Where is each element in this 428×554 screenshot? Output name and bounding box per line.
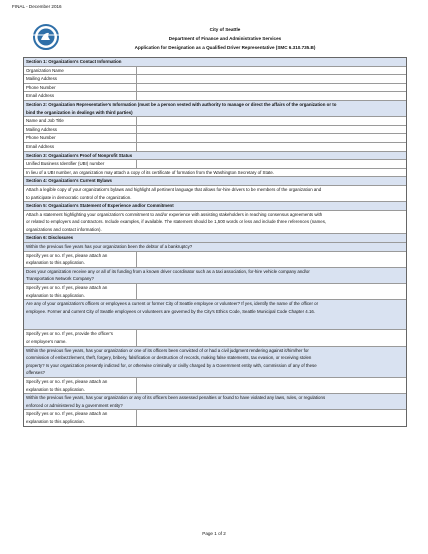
section5-title: Section 5: Organization's Statement of Experience and/or Commitment	[24, 201, 406, 210]
disclosure-answer-3	[24, 329, 406, 345]
section1-title: Section 1: Organization's Contact Information	[24, 58, 406, 66]
seattle-logo-icon	[32, 24, 60, 50]
field-phone-number	[24, 83, 406, 92]
answer-instructions	[24, 252, 137, 267]
answer-instruction-line1: Specify yes or no. If yes, provide the officer's	[26, 331, 113, 337]
disclosure-question-2	[24, 267, 406, 283]
question-4-line3: property? Is your organization presently indicted for, or otherwise criminally or civilly charged by a Government entity with, commission of any of these	[26, 362, 317, 368]
field-organization-name	[24, 66, 406, 75]
answer-instructions	[24, 330, 137, 345]
disclosure-answer-1	[24, 251, 406, 267]
answer-instruction-line2: explanation to this application.	[26, 386, 85, 392]
header-form-title: Application for Designation as a Qualified Driver Representative (SMC 6.310.735.B)	[134, 45, 316, 50]
disclosure-answer-5	[24, 409, 406, 425]
question-5-line2: enforced or administered by a government entity?	[26, 402, 123, 408]
field-name-job-title	[24, 116, 406, 125]
disclosure-question-5	[24, 393, 406, 409]
section5-line2: or related to employers and contractors. Include examples, if available. The statement should be 1,500 words or less and include three references (names,	[26, 219, 327, 225]
section4-text	[24, 185, 406, 201]
field-rep-email-address	[24, 142, 406, 151]
name-job-title-input[interactable]	[137, 117, 406, 125]
section4-title: Section 4: Organization's Current Bylaws	[24, 176, 406, 185]
answer-instruction-line1: Specify yes or no. If yes, please attach an	[26, 411, 108, 417]
disclosure-question-4	[24, 346, 406, 377]
question-4-line4: offenses?	[26, 370, 45, 376]
section5-text	[24, 210, 406, 234]
disclosure-answer-5-input[interactable]	[137, 410, 406, 425]
section2-title	[24, 100, 406, 116]
question-3-line2: employee. Former and current City of Seattle employees or volunteers are governed by the City's Ethics Code, Seattle Municipal Code Chapter 4.16.	[26, 308, 316, 314]
field-label: Name and Job Title	[24, 117, 137, 125]
field-label: Phone Number	[24, 134, 137, 142]
section4-line1: Attach a legible copy of your organization's bylaws and highlight all pertinent language that allows for-hire drivers to be members of the organization and	[26, 186, 322, 192]
rep-email-address-input[interactable]	[137, 143, 406, 151]
field-ubi-number	[24, 159, 406, 168]
section5-line3: organizations and contact information).	[26, 226, 102, 232]
question-4-line2: commission of embezzlement, theft, forgery, bribery, falsification or destruction of records, making false statements, tax evasion, or receiving stolen	[26, 355, 312, 361]
question-3-line1: Are any of your organization's officers or employees a current or former City of Seattle employee or volunteer? If yes, identify the name of the officer or	[26, 301, 319, 307]
rep-mailing-address-input[interactable]	[137, 126, 406, 134]
rep-phone-number-input[interactable]	[137, 134, 406, 142]
disclosure-answer-4	[24, 377, 406, 393]
question-4-line1: Within the previous five years, has your organization or one of its officers been convicted of or had a civil judgment rendering against it/him/her for	[26, 347, 309, 353]
section6-title: Section 6: Disclosures	[24, 233, 406, 242]
section2-title-line1: Section 2: Organization Representative's Information (must be a person vested with authority to manage or direct the affairs of the organization or to	[26, 101, 337, 107]
header-city: City of Seattle	[209, 27, 241, 32]
question-2-line2: Transportation Network Company?	[26, 276, 94, 282]
answer-instruction-line1: Specify yes or no. If yes, please attach an	[26, 378, 108, 384]
disclosure-answer-4-input[interactable]	[137, 378, 406, 393]
disclosure-answer-2	[24, 283, 406, 299]
field-rep-phone-number	[24, 133, 406, 142]
answer-instruction-line2: or employee's name.	[26, 339, 67, 344]
phone-number-input[interactable]	[137, 84, 406, 92]
section3-note: In lieu of a UBI number, an organization may attach a copy of its certificate of formation from the Washington Secretary of State.	[24, 168, 406, 177]
email-address-input[interactable]	[137, 92, 406, 100]
page-number: Page 1 of 2	[202, 531, 226, 536]
final-label: FINAL - December 2016	[12, 4, 62, 9]
disclosure-question-1: Within the previous five years has your organization been the debtor of a bankruptcy?	[24, 242, 406, 251]
header-department: Department of Finance and Administrative Services	[168, 36, 282, 41]
field-label: Mailing Address	[24, 75, 137, 83]
section3-title: Section 3: Organization's Proof of Nonprofit Status	[24, 151, 406, 160]
field-rep-mailing-address	[24, 125, 406, 134]
question-5-line1: Within the previous five years, has your organization or any of its officers been assessed penalties or found to have violated any laws, rules, or regulations	[26, 395, 326, 401]
field-label: Unified Business Identifier (UBI) number	[24, 160, 137, 168]
answer-instructions	[24, 284, 137, 299]
field-label: Email Address	[24, 143, 137, 151]
organization-name-input[interactable]	[137, 67, 406, 75]
mailing-address-input[interactable]	[137, 75, 406, 83]
answer-instructions	[24, 410, 137, 425]
field-label: Phone Number	[24, 84, 137, 92]
question-2-line1: Does your organization receive any or all of its funding from a known driver coordinator such as a taxi association, for-hire vehicle company and/or	[26, 268, 310, 274]
section4-line2: to participate in democratic control of the organization.	[26, 194, 132, 200]
field-email-address	[24, 91, 406, 100]
answer-instruction-line2: explanation to this application.	[26, 260, 85, 266]
answer-instruction-line2: explanation to this application.	[26, 292, 85, 298]
field-mailing-address	[24, 74, 406, 83]
field-label: Organization Name	[24, 67, 137, 75]
answer-instruction-line1: Specify yes or no. If yes, please attach an	[26, 252, 108, 258]
disclosure-answer-3-input[interactable]	[137, 330, 406, 345]
disclosure-answer-2-input[interactable]	[137, 284, 406, 299]
section2-title-line2: bind the organization in dealings with third parties)	[26, 109, 133, 115]
field-label: Email Address	[24, 92, 137, 100]
answer-instruction-line1: Specify yes or no. If yes, please attach an	[26, 285, 108, 291]
field-label: Mailing Address	[24, 126, 137, 134]
answer-instruction-line2: explanation to this application.	[26, 418, 85, 424]
disclosure-answer-1-input[interactable]	[137, 252, 406, 267]
section5-line1: Attach a statement highlighting your organization's commitment to and/or experience with assisting stakeholders in reaching consensus agreements with	[26, 211, 323, 217]
application-form	[23, 57, 407, 427]
answer-instructions	[24, 378, 137, 393]
disclosure-question-3	[24, 299, 406, 329]
ubi-number-input[interactable]	[137, 160, 406, 168]
